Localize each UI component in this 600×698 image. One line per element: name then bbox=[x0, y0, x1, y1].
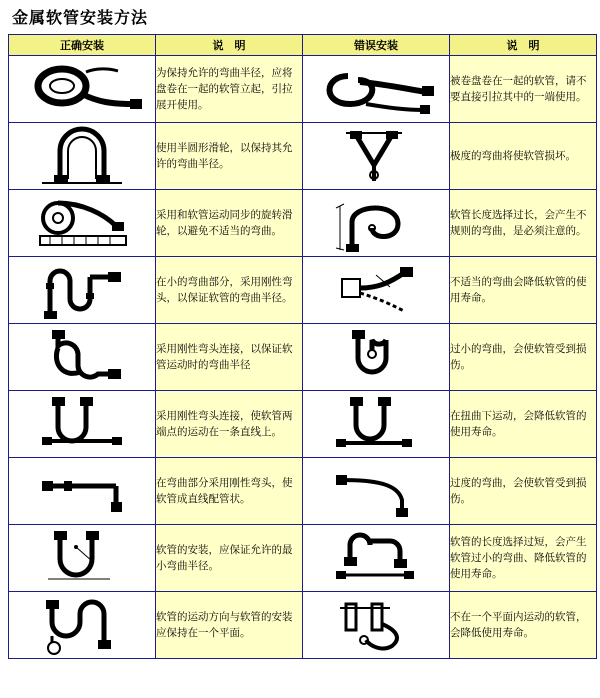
table-row bbox=[9, 324, 597, 391]
desc-correct: 软管的运动方向与软管的安装应保持在一个平面。 bbox=[156, 592, 303, 659]
rotating-sheave-chain-icon bbox=[12, 192, 152, 254]
figure-rigid-elbow-straight-line bbox=[9, 391, 156, 458]
improper-bend-joint-icon bbox=[306, 259, 446, 321]
table-row bbox=[9, 592, 597, 659]
desc-wrong: 过小的弯曲，会使软管受到损伤。 bbox=[450, 324, 597, 391]
figure-same-plane-movement bbox=[9, 592, 156, 659]
rigid-elbow-small-bend-icon bbox=[12, 259, 152, 321]
table-body bbox=[9, 56, 597, 659]
desc-wrong: 过度的弯曲，会使软管受到损伤。 bbox=[450, 458, 597, 525]
figure-out-of-plane-movement bbox=[303, 592, 450, 659]
loose-long-hose-loop-icon bbox=[306, 192, 446, 254]
figure-twisted-u-hose bbox=[303, 391, 450, 458]
table-header-row bbox=[9, 35, 597, 56]
desc-correct: 采用刚性弯头连接，使软管两端点的运动在一条直线上。 bbox=[156, 391, 303, 458]
desc-correct: 采用和软管运动同步的旋转滑轮，以避免不适当的弯曲。 bbox=[156, 190, 303, 257]
twisted-u-hose-icon bbox=[306, 393, 446, 455]
header-wrong-desc: 说 明 bbox=[450, 35, 597, 56]
desc-wrong: 在扭曲下运动，会降低软管的使用寿命。 bbox=[450, 391, 597, 458]
desc-wrong: 不适当的弯曲会降低软管的使用寿命。 bbox=[450, 257, 597, 324]
figure-over-bent-elbow bbox=[303, 458, 450, 525]
desc-wrong: 极度的弯曲将使软管损坏。 bbox=[450, 123, 597, 190]
sharp-bend-pulley-icon bbox=[306, 125, 446, 187]
page-title: 金属软管安装方法 bbox=[12, 8, 149, 27]
table-row bbox=[9, 458, 597, 525]
desc-correct: 采用刚性弯头连接，以保证软管运动时的弯曲半径 bbox=[156, 324, 303, 391]
figure-loose-long-hose-loop bbox=[303, 190, 450, 257]
too-tight-bend-icon bbox=[306, 326, 446, 388]
coiled-hose-upright-icon bbox=[12, 58, 152, 120]
table-row bbox=[9, 56, 597, 123]
straight-pipe-with-elbow-icon bbox=[12, 460, 152, 522]
table-row bbox=[9, 525, 597, 592]
installation-methods-table bbox=[8, 34, 597, 659]
too-long-hose-bridge-icon bbox=[306, 527, 446, 589]
figure-rigid-elbow-u-bend bbox=[9, 324, 156, 391]
rigid-elbow-u-bend-icon bbox=[12, 326, 152, 388]
figure-straight-pipe-with-elbow bbox=[9, 458, 156, 525]
header-wrong-install: 错误安装 bbox=[303, 35, 450, 56]
desc-wrong: 软管的长度选择过短，会产生软管过小的弯曲、降低软管的使用寿命。 bbox=[450, 525, 597, 592]
out-of-plane-movement-icon bbox=[306, 594, 446, 656]
desc-correct: 在弯曲部分采用刚性弯头，使软管成直线配管状。 bbox=[156, 458, 303, 525]
figure-rigid-elbow-small-bend bbox=[9, 257, 156, 324]
figure-coiled-hose-upright bbox=[9, 56, 156, 123]
desc-wrong: 软管长度选择过长，会产生不规则的弯曲，是必须注意的。 bbox=[450, 190, 597, 257]
desc-correct: 在小的弯曲部分，采用刚性弯头，以保证软管的弯曲半径。 bbox=[156, 257, 303, 324]
desc-correct: 软管的安装，应保证允许的最小弯曲半径。 bbox=[156, 525, 303, 592]
rigid-elbow-straight-line-icon bbox=[12, 393, 152, 455]
figure-too-tight-bend bbox=[303, 324, 450, 391]
figure-too-long-hose-bridge bbox=[303, 525, 450, 592]
table-header bbox=[9, 35, 597, 56]
minimum-bend-radius-u-icon bbox=[12, 527, 152, 589]
header-correct-desc: 说 明 bbox=[156, 35, 303, 56]
desc-wrong: 不在一个平面内运动的软管，会降低使用寿命。 bbox=[450, 592, 597, 659]
figure-coiled-hose-pulled bbox=[303, 56, 450, 123]
figure-semicircular-sheave bbox=[9, 123, 156, 190]
same-plane-movement-icon bbox=[12, 594, 152, 656]
table-row bbox=[9, 391, 597, 458]
header-correct-install: 正确安装 bbox=[9, 35, 156, 56]
figure-minimum-bend-radius-u bbox=[9, 525, 156, 592]
coiled-hose-pulled-icon bbox=[306, 58, 446, 120]
desc-correct: 为保持允许的弯曲半径，应将盘卷在一起的软管立起，引拉展开使用。 bbox=[156, 56, 303, 123]
figure-rotating-sheave-chain bbox=[9, 190, 156, 257]
semicircular-sheave-icon bbox=[12, 125, 152, 187]
table-row bbox=[9, 257, 597, 324]
desc-wrong: 被卷盘卷在一起的软管，请不要直接引拉其中的一端使用。 bbox=[450, 56, 597, 123]
over-bent-elbow-icon bbox=[306, 460, 446, 522]
table-row bbox=[9, 123, 597, 190]
figure-improper-bend-joint bbox=[303, 257, 450, 324]
table-row bbox=[9, 190, 597, 257]
figure-sharp-bend-pulley bbox=[303, 123, 450, 190]
desc-correct: 使用半圆形滑轮，以保持其允许的弯曲半径。 bbox=[156, 123, 303, 190]
